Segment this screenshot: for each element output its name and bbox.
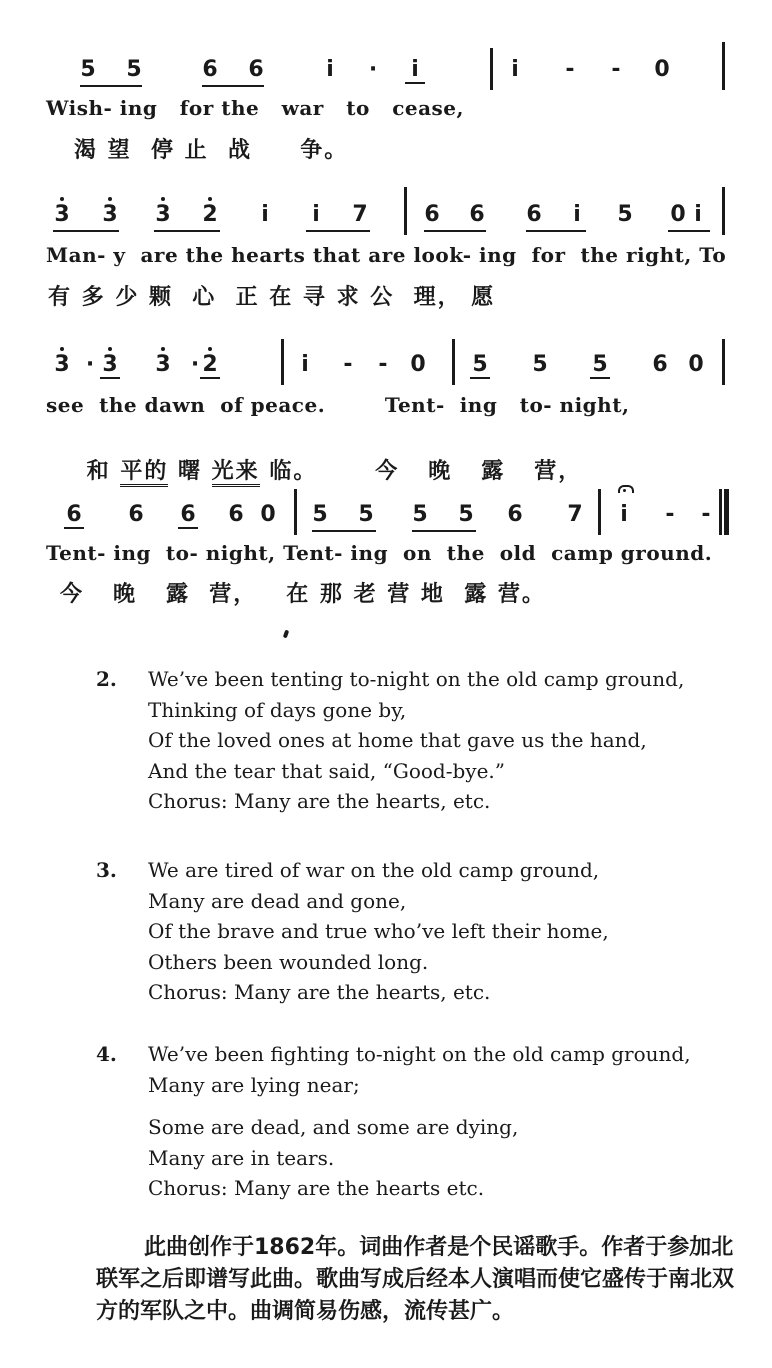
verse-line: We’ve been tenting to-night on the old camp ground, xyxy=(148,667,685,691)
note: 2 xyxy=(200,203,220,227)
dot: · xyxy=(85,352,95,377)
dot: · xyxy=(190,352,200,377)
note: 3 xyxy=(153,203,173,227)
barline xyxy=(722,42,725,90)
beam xyxy=(202,85,264,87)
octave-dot xyxy=(161,347,165,351)
verse-line: Chorus: Many are the hearts, etc. xyxy=(148,980,491,1004)
beam xyxy=(154,230,220,232)
note: i xyxy=(301,352,309,377)
note: 6 xyxy=(469,202,485,227)
verse-line: Some are dead, and some are dying, xyxy=(148,1115,519,1139)
barline xyxy=(722,339,725,385)
note: 6 xyxy=(424,202,440,227)
verse-line: We’ve been fighting to-night on the old camp ground, xyxy=(148,1042,691,1066)
verse-line: Many are lying near; xyxy=(148,1072,360,1097)
lyric-cn-part: 和 xyxy=(86,459,121,484)
verse-line: Thinking of days gone by, xyxy=(148,697,407,722)
verse-line: Of the loved ones at home that gave us the hand, xyxy=(148,728,647,752)
octave-dot xyxy=(108,347,112,351)
verse-line: And the tear that said, “Good-bye.” xyxy=(148,758,506,783)
lyrics-english: Wish- ing for the war to cease, xyxy=(46,96,464,120)
verse-lines xyxy=(148,855,609,1008)
barline xyxy=(722,187,725,235)
dot: · xyxy=(368,57,378,82)
beam xyxy=(53,230,119,232)
lyrics-english: Man- y are the hearts that are look- ing for the right, To xyxy=(46,243,727,267)
final-barline-thick xyxy=(724,489,729,535)
note-with-fermata: i xyxy=(614,503,634,527)
notation-line xyxy=(0,40,772,100)
barline xyxy=(281,339,284,385)
note: 6 xyxy=(128,502,144,527)
dash: - xyxy=(665,502,675,527)
note: i xyxy=(261,202,269,227)
lyric-cn-part-underlined: 光来 xyxy=(212,459,260,487)
lyrics-chinese: 渴 望 停 止 战 争。 xyxy=(74,138,349,163)
note: i xyxy=(511,57,519,82)
lyrics-chinese: 有 多 少 颗 心 正 在 寻 求 公 理， 愿 xyxy=(48,285,496,310)
octave-dot xyxy=(208,347,212,351)
verse-line: Others been wounded long. xyxy=(148,949,429,974)
barline xyxy=(598,489,601,535)
lyrics-chinese: 今 晚 露 营， 在 那 老 营 地 露 营。 xyxy=(60,582,546,607)
verse-line: Many are in tears. xyxy=(148,1145,335,1170)
verse-line: We are tired of war on the old camp ground, xyxy=(148,858,600,882)
verse-number: 4. xyxy=(96,1042,117,1066)
score-row-2 xyxy=(0,185,772,315)
verse-line: Many are dead and gone, xyxy=(148,888,407,913)
score-row-4 xyxy=(0,485,772,615)
octave-dot xyxy=(60,347,64,351)
note: 6 xyxy=(652,352,668,377)
note: i xyxy=(694,202,702,227)
beam xyxy=(668,230,710,232)
octave-dot xyxy=(208,197,212,201)
note: 5 xyxy=(470,353,490,379)
note: 5 xyxy=(617,202,633,227)
verse-lines xyxy=(148,664,684,817)
note: 0 xyxy=(670,202,686,227)
dash: - xyxy=(378,352,388,377)
verse-number: 2. xyxy=(96,667,117,691)
note: 6 xyxy=(526,202,542,227)
ink-speck xyxy=(283,630,289,639)
note: 6 xyxy=(248,57,264,82)
note: 6 xyxy=(202,57,218,82)
beam xyxy=(526,230,586,232)
note: 5 xyxy=(412,502,428,527)
note: 0 xyxy=(654,57,670,82)
octave-dot xyxy=(161,197,165,201)
lyrics-english: see the dawn of peace. Tent- ing to- night, xyxy=(46,393,630,417)
beam xyxy=(412,530,476,532)
note: i xyxy=(326,57,334,82)
final-barline xyxy=(719,489,722,535)
barline xyxy=(294,489,297,535)
note: i xyxy=(573,202,581,227)
note: 0 xyxy=(410,352,426,377)
verse-number: 3. xyxy=(96,858,117,882)
verse-2 xyxy=(96,664,756,824)
note: 5 xyxy=(358,502,374,527)
note: 6 xyxy=(228,502,244,527)
verse-line: Chorus: Many are the hearts, etc. xyxy=(148,789,491,813)
lyric-cn-part: 临。 今 晚 露 营， xyxy=(259,459,583,484)
beam xyxy=(424,230,486,232)
lyrics-english: Tent- ing to- night, Tent- ing on the old camp ground. xyxy=(46,541,713,565)
dash: - xyxy=(343,352,353,377)
note: 6 xyxy=(507,502,523,527)
lyric-cn-part-underlined: 平的 xyxy=(120,459,168,487)
notation-line xyxy=(0,335,772,395)
note-paragraph: 此曲创作于1862年。词曲作者是个民谣歌手。作者于参加北联军之后即谱写此曲。歌曲写成后经本人演唱而使它盛传于南北双方的军队之中。曲调简易伤感，流传甚广。 xyxy=(96,1235,735,1324)
notation-line xyxy=(0,185,772,245)
verse-4 xyxy=(96,1039,756,1214)
score-row-1 xyxy=(0,40,772,170)
note: 3 xyxy=(153,353,173,377)
octave-dot xyxy=(108,197,112,201)
note: 0 xyxy=(260,502,276,527)
note: 2 xyxy=(200,353,220,379)
note: 5 xyxy=(458,502,474,527)
note: 3 xyxy=(100,203,120,227)
note: 6 xyxy=(178,503,198,529)
verse-line: Of the brave and true who’ve left their home, xyxy=(148,919,609,943)
note: 5 xyxy=(590,353,610,379)
beam xyxy=(312,530,376,532)
fermata-icon xyxy=(618,485,634,493)
note: i xyxy=(405,58,425,84)
note: 5 xyxy=(312,502,328,527)
note: 7 xyxy=(567,502,583,527)
note: 5 xyxy=(126,57,142,82)
dash: - xyxy=(565,57,575,82)
note: 3 xyxy=(52,203,72,227)
note: i xyxy=(312,202,320,227)
verse-3 xyxy=(96,855,756,1015)
note: 3 xyxy=(100,353,120,379)
note: 7 xyxy=(352,202,368,227)
barline xyxy=(490,48,493,90)
barline xyxy=(404,187,407,235)
octave-dot xyxy=(60,197,64,201)
verse-lines xyxy=(148,1039,691,1204)
beam xyxy=(306,230,370,232)
notation-line xyxy=(0,485,772,545)
note: 0 xyxy=(688,352,704,377)
beam xyxy=(80,85,142,87)
note: 3 xyxy=(52,353,72,377)
dash: - xyxy=(611,57,621,82)
note: 6 xyxy=(64,503,84,529)
song-background-note xyxy=(96,1232,746,1328)
note: 5 xyxy=(532,352,548,377)
barline xyxy=(452,339,455,385)
lyric-cn-part: 曙 xyxy=(168,459,212,484)
note: 5 xyxy=(80,57,96,82)
score-row-3 xyxy=(0,335,772,484)
dash: - xyxy=(701,502,711,527)
verse-line: Chorus: Many are the hearts etc. xyxy=(148,1176,485,1200)
